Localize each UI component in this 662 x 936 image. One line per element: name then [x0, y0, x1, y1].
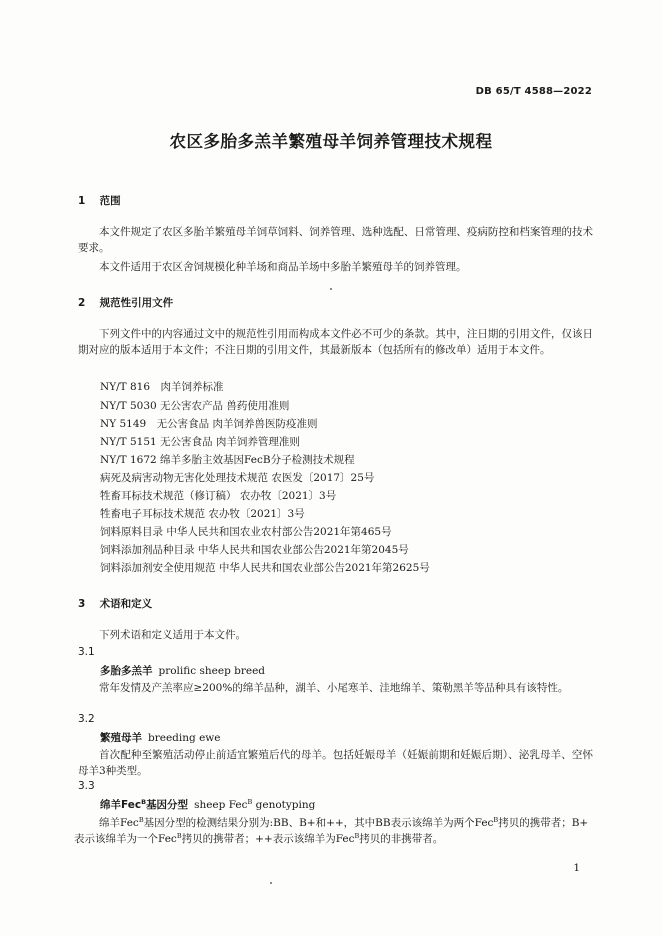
document-title: 农区多胎多羔羊繁殖母羊饲养管理技术规程 [169, 132, 493, 151]
term-name-cn: 多胎多羔羊 [100, 665, 153, 677]
reference-item: 饲料添加剂安全使用规范 中华人民共和国农业部公告2021年第2625号 [100, 562, 430, 574]
term-number: 3.2 [78, 713, 95, 725]
terms-intro: 下列术语和定义适用于本文件。 [99, 629, 246, 641]
scope-paragraph-2: 本文件适用于农区舍饲规模化种羊场和商品羊场中多胎羊繁殖母羊的饲养管理。 [99, 261, 467, 273]
reference-item: 饲料添加剂品种目录 中华人民共和国农业部公告2021年第2045号 [100, 544, 409, 556]
reference-item: 牲畜电子耳标技术规范 农办牧〔2021〕3号 [100, 508, 305, 520]
scope-paragraph-1: 本文件规定了农区多胎羊繁殖母羊饲草饲料、饲养管理、选种选配、日常管理、疫病防控和档案管理的技术要求。 [78, 226, 593, 254]
standard-code: DB 65/T 4588—2022 [475, 86, 592, 97]
term-definition: 首次配种至繁殖活动停止前适宜繁殖后代的母羊。包括妊娠母羊（妊娠前期和妊娠后期）、泌乳母羊、空怀母羊3种类型。 [78, 749, 593, 777]
term-name-en: breeding ewe [148, 732, 221, 744]
scan-speck [330, 288, 332, 290]
term-heading [100, 663, 265, 678]
reference-item: NY/T 816 肉羊饲养标准 [100, 381, 224, 393]
term-name-cn: 繁殖母羊 [100, 732, 142, 744]
section-2-heading [78, 295, 173, 310]
term-definition [74, 815, 593, 847]
definition-line: 表示该绵羊为一个Fec$^B$拷贝的携带者；++表示该绵羊为Fec$^B$拷贝的非携带者。 [74, 832, 444, 845]
term-heading [100, 797, 315, 812]
term-name-en: prolific sheep breed [158, 665, 266, 677]
reference-item: NY/T 1672 绵羊多胎主效基因FecB分子检测技术规程 [100, 454, 355, 466]
section-title: 规范性引用文件 [99, 297, 174, 309]
reference-item: NY/T 5030 无公害农产品 兽药使用准则 [100, 400, 290, 412]
references-intro: 下列文件中的内容通过文中的规范性引用而构成本文件必不可少的条款。其中，注日期的引用文件，仅该日期对应的版本适用于本文件；不注日期的引用文件，其最新版本（包括所有的修改单）适用于本文件。 [78, 328, 593, 356]
reference-item: NY 5149 无公害食品 肉羊饲养兽医防疫准则 [100, 418, 318, 430]
section-title: 范围 [99, 195, 121, 207]
term-name-en: sheep Fec$^B$ genotyping [194, 798, 316, 811]
term-name-cn: 绵羊Fec$^B$基因分型 [100, 798, 189, 811]
definition-line: 绵羊Fec$^B$基因分型的检测结果分别为:BB、B+和++，其中BB表示该绵羊为两个Fec$^B$拷贝的携带者；B+ [99, 816, 589, 829]
reference-item: 牲畜耳标技术规范（修订稿） 农办牧〔2021〕3号 [100, 490, 337, 502]
page-number: 1 [573, 862, 580, 874]
term-definition: 常年发情及产羔率应≥200%的绵羊品种，湖羊、小尾寒羊、洼地绵羊、策勒黑羊等品种具有该特性。 [99, 682, 569, 694]
term-number: 3.1 [78, 646, 95, 658]
term-heading [100, 730, 221, 745]
section-title: 术语和定义 [99, 598, 153, 610]
section-1-heading [78, 193, 121, 208]
section-number: 2 [78, 297, 86, 309]
scan-speck [270, 882, 272, 884]
term-number: 3.3 [78, 780, 95, 792]
section-number: 1 [78, 195, 86, 207]
section-3-heading [78, 596, 152, 611]
reference-item: NY/T 5151 无公害食品 肉羊饲养管理准则 [100, 436, 300, 448]
reference-item: 病死及病害动物无害化处理技术规范 农医发〔2017〕25号 [100, 472, 375, 484]
reference-item: 饲料原料目录 中华人民共和国农业农村部公告2021年第465号 [100, 526, 392, 538]
section-number: 3 [78, 598, 86, 610]
